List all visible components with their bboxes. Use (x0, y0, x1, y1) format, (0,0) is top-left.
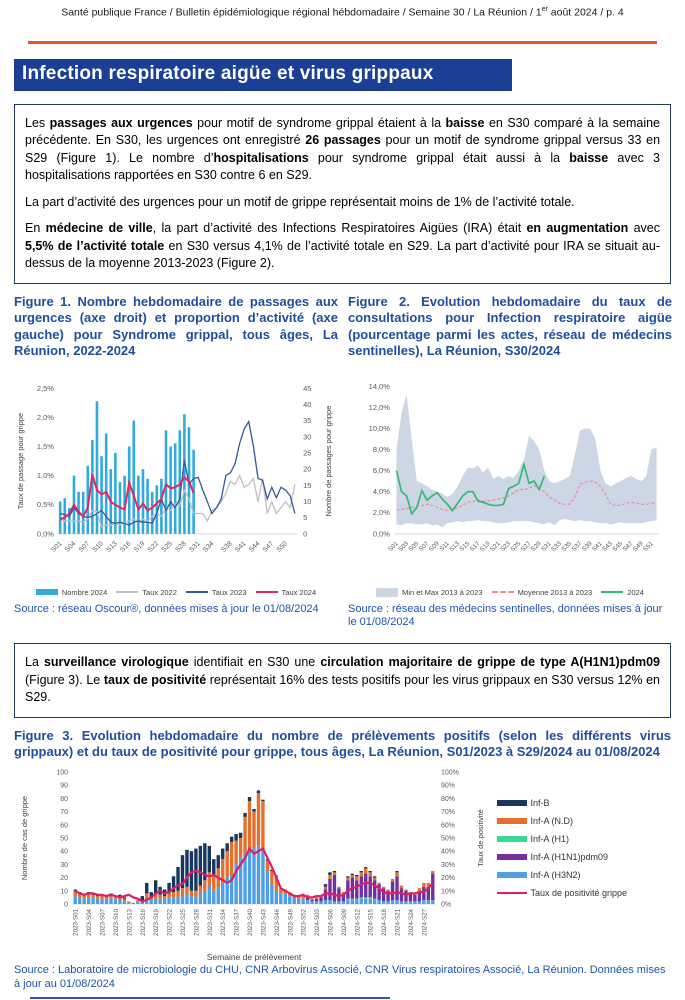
svg-text:S37: S37 (570, 539, 584, 553)
svg-text:0,0%: 0,0% (36, 528, 54, 538)
svg-text:Nombre de passages pour grippe: Nombre de passages pour grippe (324, 405, 334, 516)
text-segment: passages aux urgences (49, 115, 193, 130)
text-segment: Les (25, 115, 50, 130)
svg-text:2024-S24: 2024-S24 (407, 908, 415, 936)
svg-text:0,0%: 0,0% (372, 528, 390, 538)
svg-text:S27: S27 (519, 539, 533, 553)
svg-text:25: 25 (303, 447, 312, 457)
svg-text:2023-S01: 2023-S01 (72, 908, 80, 936)
paragraph-passages-urgences (25, 115, 660, 185)
svg-text:60: 60 (59, 822, 68, 830)
svg-text:2024-S09: 2024-S09 (340, 908, 348, 936)
svg-text:35: 35 (303, 415, 312, 425)
summary-box-virologie (14, 643, 671, 718)
summary-box-urgences (14, 104, 671, 284)
svg-text:S45: S45 (611, 539, 625, 553)
text-segment: en augmentation (526, 221, 629, 235)
paragraph-surveillance-virologique (25, 654, 660, 707)
section-title: Infection respiratoire aigüe et virus grippaux (14, 59, 512, 91)
figure2-legend (348, 588, 672, 597)
svg-text:S21: S21 (488, 539, 502, 553)
svg-text:2024-S21: 2024-S21 (394, 908, 402, 936)
svg-text:S39: S39 (580, 539, 594, 553)
svg-text:S25: S25 (509, 539, 523, 553)
svg-text:S28: S28 (174, 539, 188, 554)
svg-text:S01: S01 (386, 539, 400, 553)
svg-text:10: 10 (303, 496, 312, 506)
svg-text:S10: S10 (91, 539, 105, 554)
svg-text:S16: S16 (119, 539, 133, 554)
svg-text:0%: 0% (440, 901, 451, 909)
svg-text:2023-S19: 2023-S19 (152, 908, 160, 936)
svg-text:S38: S38 (220, 539, 234, 554)
svg-text:5: 5 (303, 512, 308, 522)
text-segment: baisse (445, 115, 485, 130)
text-segment: (Figure 3). Le (25, 672, 104, 687)
svg-text:90%: 90% (440, 782, 455, 790)
legend-swatch-bar-icon (497, 818, 527, 824)
legend-label: Inf-A (H3N2) (530, 869, 581, 880)
legend-swatch-bar-icon (36, 589, 58, 595)
svg-text:80: 80 (59, 795, 68, 803)
svg-text:S31: S31 (188, 539, 202, 554)
legend-swatch-bar-icon (497, 872, 527, 878)
header-divider (28, 41, 657, 44)
legend-item (256, 588, 317, 597)
svg-text:S07: S07 (417, 539, 431, 553)
legend-label: Min et Max 2013 à 2023 (402, 587, 483, 597)
svg-text:S13: S13 (448, 539, 462, 553)
svg-text:S19: S19 (478, 539, 492, 553)
text-segment: La (25, 655, 44, 669)
legend-label: Moyenne 2013 à 2023 (517, 587, 593, 597)
svg-text:S41: S41 (590, 539, 604, 553)
figure1-chart (14, 376, 338, 586)
svg-text:100%: 100% (440, 769, 459, 777)
text-segment: en S30 versus 4,1% de l’activité totale en S29. La part d’activité pour IRA se situait au-dessus de la moyenne 2013-2023 (Figure 2). (25, 238, 660, 270)
svg-text:S49: S49 (631, 539, 645, 553)
svg-text:S50: S50 (275, 539, 290, 554)
text-segment: pour un motif de syndrome grippal versus 33 en S29 (Figure 1). Le nombre d’ (25, 133, 661, 165)
footer-divider (30, 997, 390, 999)
svg-text:S25: S25 (160, 539, 175, 554)
svg-text:70%: 70% (440, 808, 455, 816)
svg-text:50: 50 (59, 835, 68, 843)
legend-label: 2024 (627, 587, 644, 597)
svg-text:S47: S47 (621, 539, 635, 553)
legend-label: Taux 2022 (142, 587, 177, 597)
svg-text:S01: S01 (50, 539, 64, 554)
svg-text:S33: S33 (550, 539, 564, 553)
svg-text:2023-S40: 2023-S40 (246, 908, 254, 936)
svg-text:2023-S37: 2023-S37 (233, 908, 241, 936)
page-header (0, 0, 685, 19)
text-segment: er (541, 6, 548, 13)
text-segment: pour syndrome grippal était aussi à la (308, 150, 570, 165)
legend-item (497, 888, 669, 898)
legend-swatch-bar-icon (497, 836, 527, 842)
svg-text:S09: S09 (427, 539, 441, 553)
svg-text:0: 0 (63, 901, 68, 909)
figures-row (14, 294, 671, 631)
svg-text:90: 90 (59, 782, 68, 790)
svg-text:20%: 20% (440, 874, 455, 882)
svg-text:2024-S06: 2024-S06 (326, 908, 334, 936)
svg-text:4,0%: 4,0% (372, 486, 390, 496)
svg-text:2024-S12: 2024-S12 (353, 908, 361, 936)
svg-text:12,0%: 12,0% (368, 402, 390, 412)
legend-swatch-line-icon (256, 591, 278, 594)
legend-label: Nombre 2024 (61, 587, 108, 597)
legend-label: Taux de positivité grippe (530, 887, 628, 898)
svg-text:2,5%: 2,5% (36, 383, 54, 393)
legend-item (497, 870, 669, 880)
svg-text:2023-S25: 2023-S25 (179, 908, 187, 936)
paragraph-medecine-ville (25, 220, 660, 273)
svg-text:70: 70 (59, 808, 68, 816)
text-segment: 26 passages (305, 133, 381, 147)
paragraph-part-activite (25, 194, 660, 212)
figure3-chart (17, 764, 497, 964)
legend-item (497, 852, 669, 862)
legend-item (116, 588, 177, 597)
figure1-source: Source : réseau Oscour®, données mises à jour le 01/08/2024 (14, 602, 319, 615)
figure1-title: Figure 1. Nombre hebdomadaire de passages aux urgences (axe droit) et proportion d’activité (axe gauche) pour Syndrome grippal, tous âges, La Réunion, 2022-2024 (14, 293, 338, 359)
svg-text:Semaine de prélèvement: Semaine de prélèvement (206, 951, 301, 962)
svg-text:2023-S52: 2023-S52 (300, 908, 308, 936)
legend-swatch-bar-icon (497, 854, 527, 860)
svg-text:S29: S29 (529, 539, 543, 553)
legend-swatch-line-icon (116, 591, 138, 594)
svg-text:2023-S49: 2023-S49 (286, 908, 294, 936)
svg-text:Taux de passage pour grippe: Taux de passage pour grippe (15, 412, 25, 509)
svg-text:30: 30 (59, 861, 68, 869)
svg-text:0: 0 (303, 528, 308, 538)
legend-swatch-line-icon (601, 591, 623, 594)
svg-text:2024-S03: 2024-S03 (313, 908, 321, 936)
legend-label: Inf-A (H1N1)pdm09 (530, 851, 609, 862)
text-segment: en S30 comparé à la semaine précédente. En S30, les urgences ont enregistré (25, 115, 660, 147)
legend-label: Inf-B (530, 797, 550, 808)
svg-text:8,0%: 8,0% (372, 444, 390, 454)
legend-swatch-bar-icon (497, 800, 527, 806)
svg-text:S31: S31 (539, 539, 553, 553)
legend-swatch-dashed-icon (492, 591, 514, 593)
svg-text:2023-S43: 2023-S43 (259, 908, 267, 936)
svg-text:S15: S15 (458, 539, 472, 553)
legend-label: Inf-A (H1) (530, 833, 570, 844)
svg-text:30: 30 (303, 431, 312, 441)
svg-text:2023-S13: 2023-S13 (125, 908, 133, 936)
text-segment: hospitalisations (213, 150, 309, 165)
legend-item (497, 834, 669, 844)
legend-item (497, 816, 669, 826)
svg-text:2,0%: 2,0% (372, 507, 390, 517)
svg-text:S44: S44 (247, 539, 262, 554)
legend-swatch-area-icon (376, 588, 398, 597)
svg-text:2024-S27: 2024-S27 (420, 908, 428, 936)
legend-item (497, 798, 669, 808)
svg-text:Taux de positivité: Taux de positivité (475, 808, 485, 867)
svg-text:80%: 80% (440, 795, 455, 803)
svg-text:S23: S23 (499, 539, 513, 553)
text-segment: août 2024 / p. 4 (547, 6, 624, 19)
figure2-block (348, 294, 672, 631)
svg-text:10%: 10% (440, 888, 455, 896)
text-segment: surveillance virologique (43, 655, 189, 669)
svg-text:S04: S04 (63, 539, 78, 554)
svg-text:S51: S51 (641, 539, 655, 553)
svg-text:S07: S07 (77, 539, 92, 554)
svg-text:2023-S34: 2023-S34 (219, 908, 227, 936)
svg-text:40: 40 (59, 848, 68, 856)
legend-swatch-line-icon (186, 591, 208, 594)
legend-item (492, 588, 593, 597)
svg-text:S19: S19 (132, 539, 147, 554)
svg-text:45: 45 (303, 383, 312, 393)
figure2-chart (348, 376, 672, 586)
svg-text:50%: 50% (440, 835, 455, 843)
figure3-legend (497, 790, 669, 906)
legend-item (36, 588, 107, 597)
text-segment: taux de positivité (103, 672, 207, 687)
svg-text:30%: 30% (440, 861, 455, 869)
text-segment: En (25, 221, 46, 235)
svg-text:6,0%: 6,0% (372, 465, 390, 475)
text-segment: 5,5% de l’activité totale (25, 238, 165, 253)
svg-text:2023-S16: 2023-S16 (139, 908, 147, 936)
legend-item (186, 588, 247, 597)
text-segment: , la part d’activité des Infections Respiratoires Aigües (IRA) était (152, 221, 527, 235)
svg-text:2023-S07: 2023-S07 (99, 908, 107, 936)
svg-text:60%: 60% (440, 822, 455, 830)
text-segment: médecine de ville (45, 221, 153, 235)
svg-text:2023-S28: 2023-S28 (192, 908, 200, 936)
figure1-legend (14, 588, 338, 597)
svg-text:1,5%: 1,5% (36, 441, 54, 451)
svg-text:100: 100 (55, 769, 68, 777)
svg-text:S41: S41 (234, 539, 248, 554)
figure1-block (14, 294, 338, 631)
figure2-source: Source : réseau des médecins sentinelles, données mises à jour le 01/08/2024 (348, 602, 663, 629)
svg-text:2023-S22: 2023-S22 (166, 908, 174, 936)
legend-swatch-line-icon (497, 892, 527, 895)
svg-text:2023-S10: 2023-S10 (112, 908, 120, 936)
svg-text:1,0%: 1,0% (36, 470, 54, 480)
svg-text:2023-S04: 2023-S04 (85, 908, 93, 936)
svg-text:2024-S15: 2024-S15 (367, 908, 375, 936)
svg-text:S43: S43 (601, 539, 615, 553)
svg-text:2023-S31: 2023-S31 (206, 908, 214, 936)
figure2-title: Figure 2. Evolution hebdomadaire du taux de consultations pour Infection respiratoire aigüe (pourcentage parmi les actes, réseau de médecins sentinelles), La Réunion, S30/2024 (348, 293, 672, 359)
legend-label: Taux 2024 (281, 587, 317, 597)
svg-text:10: 10 (59, 888, 68, 896)
svg-text:20: 20 (59, 874, 68, 882)
legend-item (376, 588, 482, 597)
svg-text:15: 15 (303, 480, 312, 490)
legend-item (601, 588, 644, 597)
svg-text:S34: S34 (201, 539, 216, 554)
text-segment: Santé publique France / Bulletin épidémiologique régional hébdomadaire / Semaine 30 / La Réunion / 1 (61, 6, 542, 19)
figure3-block (0, 764, 685, 964)
text-segment: circulation majoritaire de grippe de type A(H1N1)pdm09 (320, 655, 661, 669)
svg-text:20: 20 (303, 464, 312, 474)
svg-text:2,0%: 2,0% (36, 412, 54, 422)
text-segment: avec (628, 221, 660, 235)
text-segment: pour motif de syndrome grippal étaient à la (192, 115, 446, 130)
text-segment: représentait 16% des tests positifs pour les virus grippaux en S30 versus 12% en S29. (25, 672, 660, 704)
svg-text:40: 40 (303, 399, 312, 409)
text-segment: avec 3 hospitalisations rapportées en S30 contre 6 en S29. (25, 150, 660, 182)
svg-text:14,0%: 14,0% (368, 381, 390, 391)
legend-label: Inf-A (N.D) (530, 815, 574, 826)
svg-text:S13: S13 (105, 539, 119, 554)
legend-label: Taux 2023 (211, 587, 247, 597)
svg-text:40%: 40% (440, 848, 455, 856)
svg-text:S05: S05 (407, 539, 421, 553)
svg-text:S47: S47 (261, 539, 276, 554)
svg-text:2023-S46: 2023-S46 (273, 908, 281, 936)
text-segment: identifiait en S30 une (188, 655, 321, 669)
svg-text:10,0%: 10,0% (368, 423, 390, 433)
figure3-source: Source : Laboratoire de microbiologie du CHU, CNR Arbovirus Associé, CNR Virus respiratoires Associé, La Réunion. Données mises à jour au 01/08/2024 (14, 963, 666, 990)
svg-text:2024-S18: 2024-S18 (380, 908, 388, 936)
svg-text:S03: S03 (397, 539, 411, 553)
svg-text:S22: S22 (146, 539, 161, 554)
svg-text:0,5%: 0,5% (36, 499, 54, 509)
text-segment: La part d’activité des urgences pour un motif de grippe représentait moins de 1% de l’activité totale. (25, 194, 575, 209)
svg-text:Nombre de cas de grippe: Nombre de cas de grippe (19, 795, 29, 880)
figure3-title: Figure 3. Evolution hebdomadaire du nombre de prélèvements positifs (selon les différents virus grippaux) et du taux de positivité pour grippe, tous âges, La Réunion, S01/2023 à S29/2024 au 01/08/2024 (14, 727, 671, 760)
svg-text:S35: S35 (560, 539, 574, 553)
svg-text:S17: S17 (468, 539, 482, 553)
svg-text:S11: S11 (438, 539, 451, 553)
text-segment: baisse (569, 150, 609, 165)
